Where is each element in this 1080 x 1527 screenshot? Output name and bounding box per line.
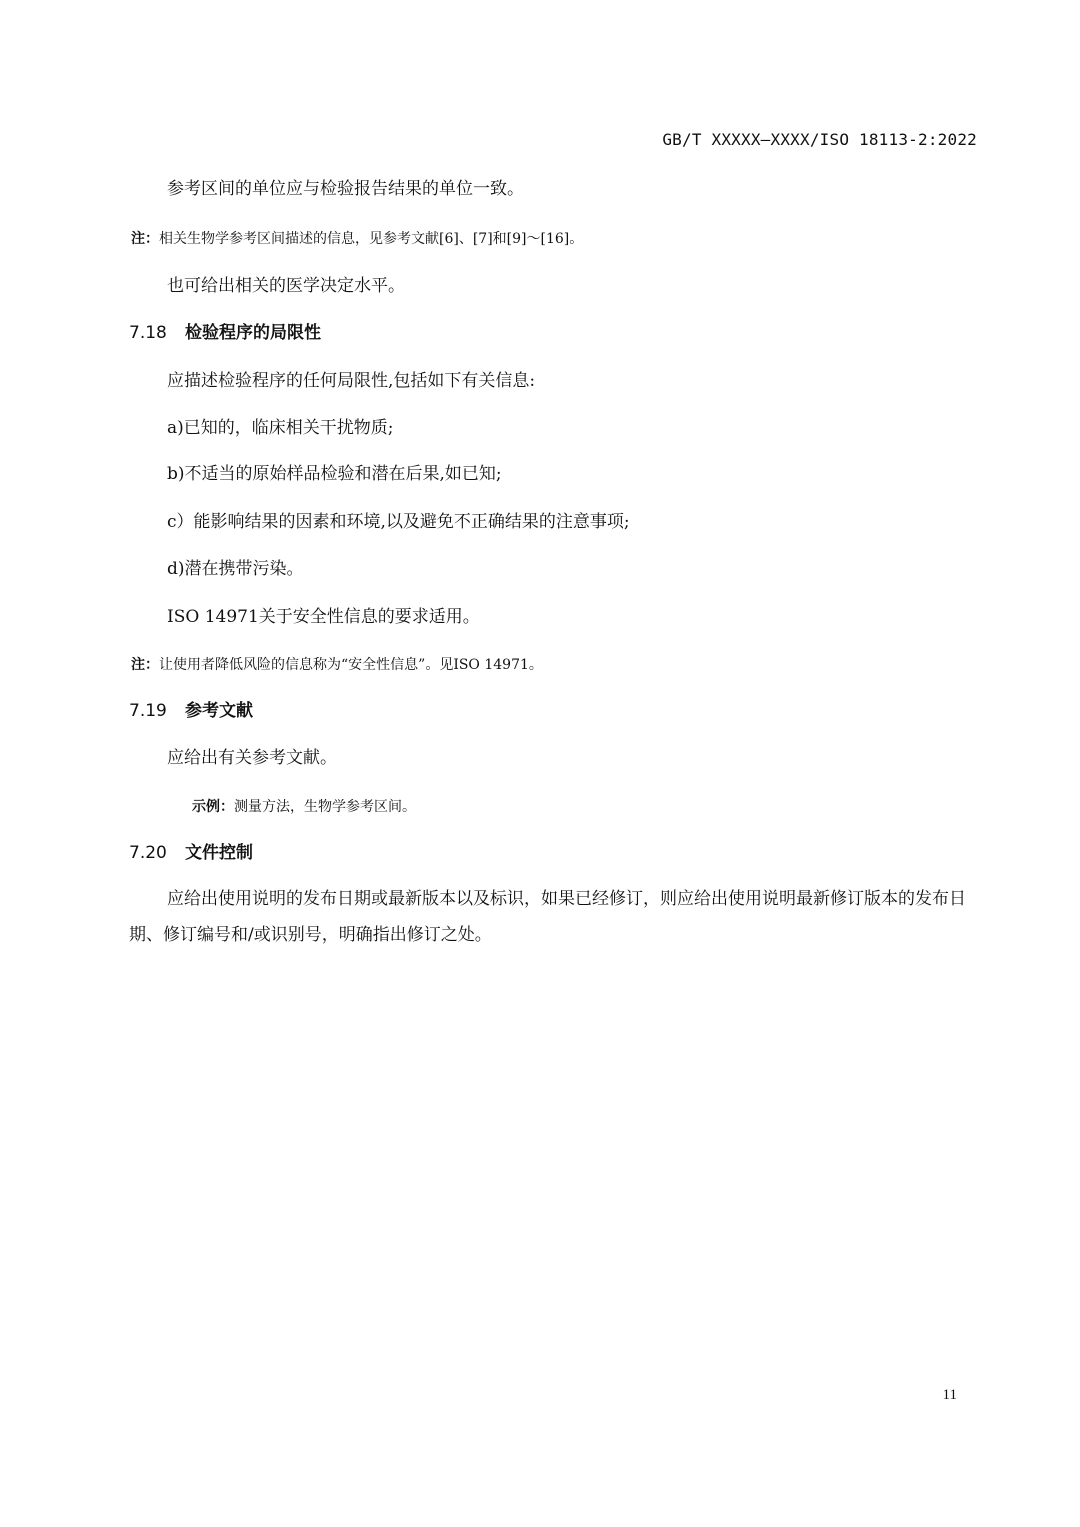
example-label: 示例： [192, 799, 234, 815]
section-heading-7-20 [129, 840, 1080, 866]
note-text: 让使用者降低风险的信息称为“安全性信息”。见ISO 14971。 [159, 657, 543, 673]
section-title: 参考文献 [185, 701, 253, 721]
note-text: 相关生物学参考区间描述的信息，见参考文献[6]、[7]和[9]～[16]。 [159, 231, 584, 247]
example-references [192, 797, 1080, 817]
section-heading-7-18 [129, 320, 1080, 346]
page-number: 11 [942, 1387, 957, 1403]
list-item-d: d)潜在携带污染。 [167, 559, 304, 579]
section-title: 文件控制 [185, 843, 253, 863]
paragraph-references: 应给出有关参考文献。 [167, 748, 337, 768]
paragraph-decision-levels: 也可给出相关的医学决定水平。 [167, 276, 405, 296]
note-label: 注： [131, 657, 159, 673]
paragraph-document-control: 应给出使用说明的发布日期或最新版本以及标识，如果已经修订，则应给出使用说明最新修订版本的发布日期、修订编号和/或识别号，明确指出修订之处。 [129, 889, 966, 945]
document-header: GB/T XXXXX—XXXX/ISO 18113-2:2022 [662, 130, 977, 149]
paragraph-limitations-intro: 应描述检验程序的任何局限性,包括如下有关信息: [167, 371, 536, 391]
paragraph-iso14971: ISO 14971关于安全性信息的要求适用。 [167, 607, 480, 627]
paragraph-unit-consistency: 参考区间的单位应与检验报告结果的单位一致。 [167, 179, 524, 199]
example-text: 测量方法，生物学参考区间。 [234, 799, 416, 815]
section-number: 7.20 [129, 843, 167, 863]
list-item-b: b)不适当的原始样品检验和潜在后果,如已知; [167, 464, 502, 484]
section-title: 检验程序的局限性 [185, 323, 321, 343]
note-safety-information [131, 655, 1080, 675]
note-label: 注： [131, 231, 159, 247]
note-reference-intervals [131, 229, 1080, 249]
list-item-a: a)已知的，临床相关干扰物质; [167, 418, 394, 438]
section-number: 7.18 [129, 323, 167, 343]
list-item-c: c）能影响结果的因素和环境,以及避免不正确结果的注意事项; [167, 512, 630, 532]
section-number: 7.19 [129, 701, 167, 721]
section-heading-7-19 [129, 698, 1080, 724]
